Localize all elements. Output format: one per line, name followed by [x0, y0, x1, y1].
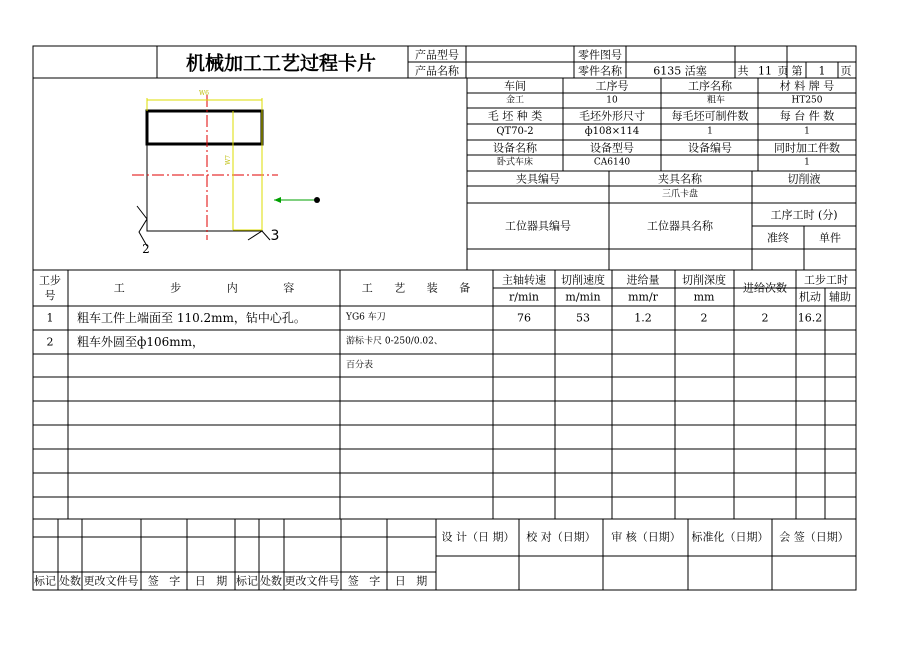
coolant-label: 切削液 — [787, 172, 821, 186]
step-time-header: 工步工时 — [804, 273, 848, 287]
product-model-label: 产品型号 — [415, 48, 459, 62]
fixture-name-value: 三爪卡盘 — [661, 189, 699, 200]
step-no: 2 — [46, 335, 54, 349]
step-speed: 53 — [576, 311, 590, 325]
count-label: 处数 — [59, 574, 81, 588]
equip-name-label: 设备名称 — [493, 141, 537, 155]
process-time-label: 工序工时 (分) — [770, 208, 838, 222]
blank-size-value: ф108×114 — [584, 126, 640, 137]
unit-mmin: m/min — [565, 290, 601, 304]
blank-type-label: 毛 坯 种 类 — [487, 109, 543, 123]
step-equipment: 游标卡尺 0-250/0.02、 — [346, 336, 443, 347]
width-dimension-label: W6 — [199, 90, 209, 97]
mark-label: 标记 — [34, 574, 56, 588]
date-label: 日 期 — [194, 574, 228, 588]
step-no-header: 工步号 — [39, 274, 61, 302]
page-label: 第 — [791, 64, 803, 78]
cutting-speed-header: 切削速度 — [561, 273, 605, 287]
depth-header: 切削深度 — [682, 273, 726, 287]
count-label-2: 处数 — [260, 574, 282, 588]
process-name-value: 粗车 — [706, 95, 726, 106]
design-label: 设 计（日 期） — [441, 530, 515, 544]
signature-label: 签 字 — [147, 574, 181, 588]
countersign-label: 会 签（日期） — [779, 530, 849, 544]
machine-time-header: 机动 — [799, 290, 821, 304]
equip-model-value: CA6140 — [593, 157, 631, 168]
unit-rpm: r/min — [509, 290, 539, 304]
workshop-label: 车间 — [504, 79, 526, 93]
height-dimension-label: W7 — [225, 155, 232, 165]
clamp-mark-right: 3 — [270, 228, 280, 244]
step-content-header: 工 步 内 容 — [113, 281, 295, 295]
simul-label: 同时加工件数 — [774, 141, 840, 155]
change-doc-label: 更改文件号 — [83, 574, 139, 588]
pieces-per-blank-value: 1 — [707, 126, 713, 137]
part-sketch — [132, 95, 320, 246]
total-pages: 11 — [758, 64, 772, 78]
equip-model-label: 设备型号 — [590, 141, 634, 155]
page-unit2: 页 — [840, 64, 852, 78]
part-name-label: 零件名称 — [578, 64, 622, 78]
prep-time-label: 准终 — [767, 231, 789, 245]
unit-mm: mm — [693, 290, 715, 304]
product-name-label: 产品名称 — [415, 64, 459, 78]
signature-label-2: 签 字 — [347, 574, 381, 588]
review-label: 审 核（日期） — [611, 530, 681, 544]
process-no-label: 工序号 — [595, 79, 629, 93]
step-machine-time: 16.2 — [797, 311, 823, 325]
step-depth: 2 — [700, 311, 708, 325]
step-content: 粗车工件上端面至 110.2mm，钻中心孔。 — [77, 311, 306, 325]
step-feed: 1.2 — [634, 311, 652, 325]
material-label: 材 料 牌 号 — [779, 79, 835, 93]
equip-no-label: 设备编号 — [688, 141, 732, 155]
blank-size-label: 毛坯外形尺寸 — [579, 109, 645, 123]
step-equipment: YG6 车刀 — [346, 312, 386, 323]
clamp-mark-left: 2 — [142, 242, 150, 256]
simul-value: 1 — [804, 157, 810, 168]
process-name-label: 工序名称 — [688, 79, 732, 93]
station-name-label: 工位器具名称 — [647, 219, 713, 233]
step-no: 1 — [46, 311, 54, 325]
fixture-name-label: 夹具名称 — [658, 172, 702, 186]
feed-header: 进给量 — [626, 273, 660, 287]
page-title: 机械加工工艺过程卡片 — [185, 52, 377, 75]
station-no-label: 工位器具编号 — [505, 219, 571, 233]
check-label: 校 对（日期） — [526, 530, 596, 544]
blank-type-value: QT70-2 — [496, 126, 534, 137]
date-label-2: 日 期 — [394, 574, 428, 588]
total-label: 共 — [737, 64, 749, 78]
spindle-speed-header: 主轴转速 — [502, 273, 546, 287]
step-content: 粗车外圆至ф106mm， — [77, 335, 205, 349]
step-equipment: 百分表 — [346, 360, 374, 371]
page-number: 1 — [818, 64, 826, 78]
standardize-label: 标准化（日期） — [691, 530, 769, 544]
step-equipment-header: 工 艺 装 备 — [361, 281, 471, 295]
equip-name-value: 卧式车床 — [496, 157, 534, 168]
part-drawing-label: 零件图号 — [578, 48, 622, 62]
page-unit: 页 — [777, 64, 789, 78]
unit-mmr: mm/r — [628, 290, 658, 304]
material-value: HT250 — [791, 95, 823, 106]
process-no-value: 10 — [606, 95, 618, 106]
pieces-per-unit-label: 每 台 件 数 — [779, 109, 835, 123]
step-rpm: 76 — [517, 311, 531, 325]
step-passes: 2 — [761, 311, 769, 325]
unit-time-label: 单件 — [819, 231, 841, 245]
aux-time-header: 辅助 — [829, 290, 851, 304]
workshop-value: 金工 — [505, 95, 525, 106]
pieces-per-unit-value: 1 — [804, 126, 810, 137]
fixture-no-label: 夹具编号 — [516, 172, 560, 186]
pieces-per-blank-label: 每毛坯可制件数 — [671, 109, 749, 123]
passes-header: 进给次数 — [743, 281, 787, 295]
part-name-value: 6135 活塞 — [653, 64, 707, 78]
mark-label-2: 标记 — [236, 574, 258, 588]
change-doc-label-2: 更改文件号 — [284, 574, 340, 588]
